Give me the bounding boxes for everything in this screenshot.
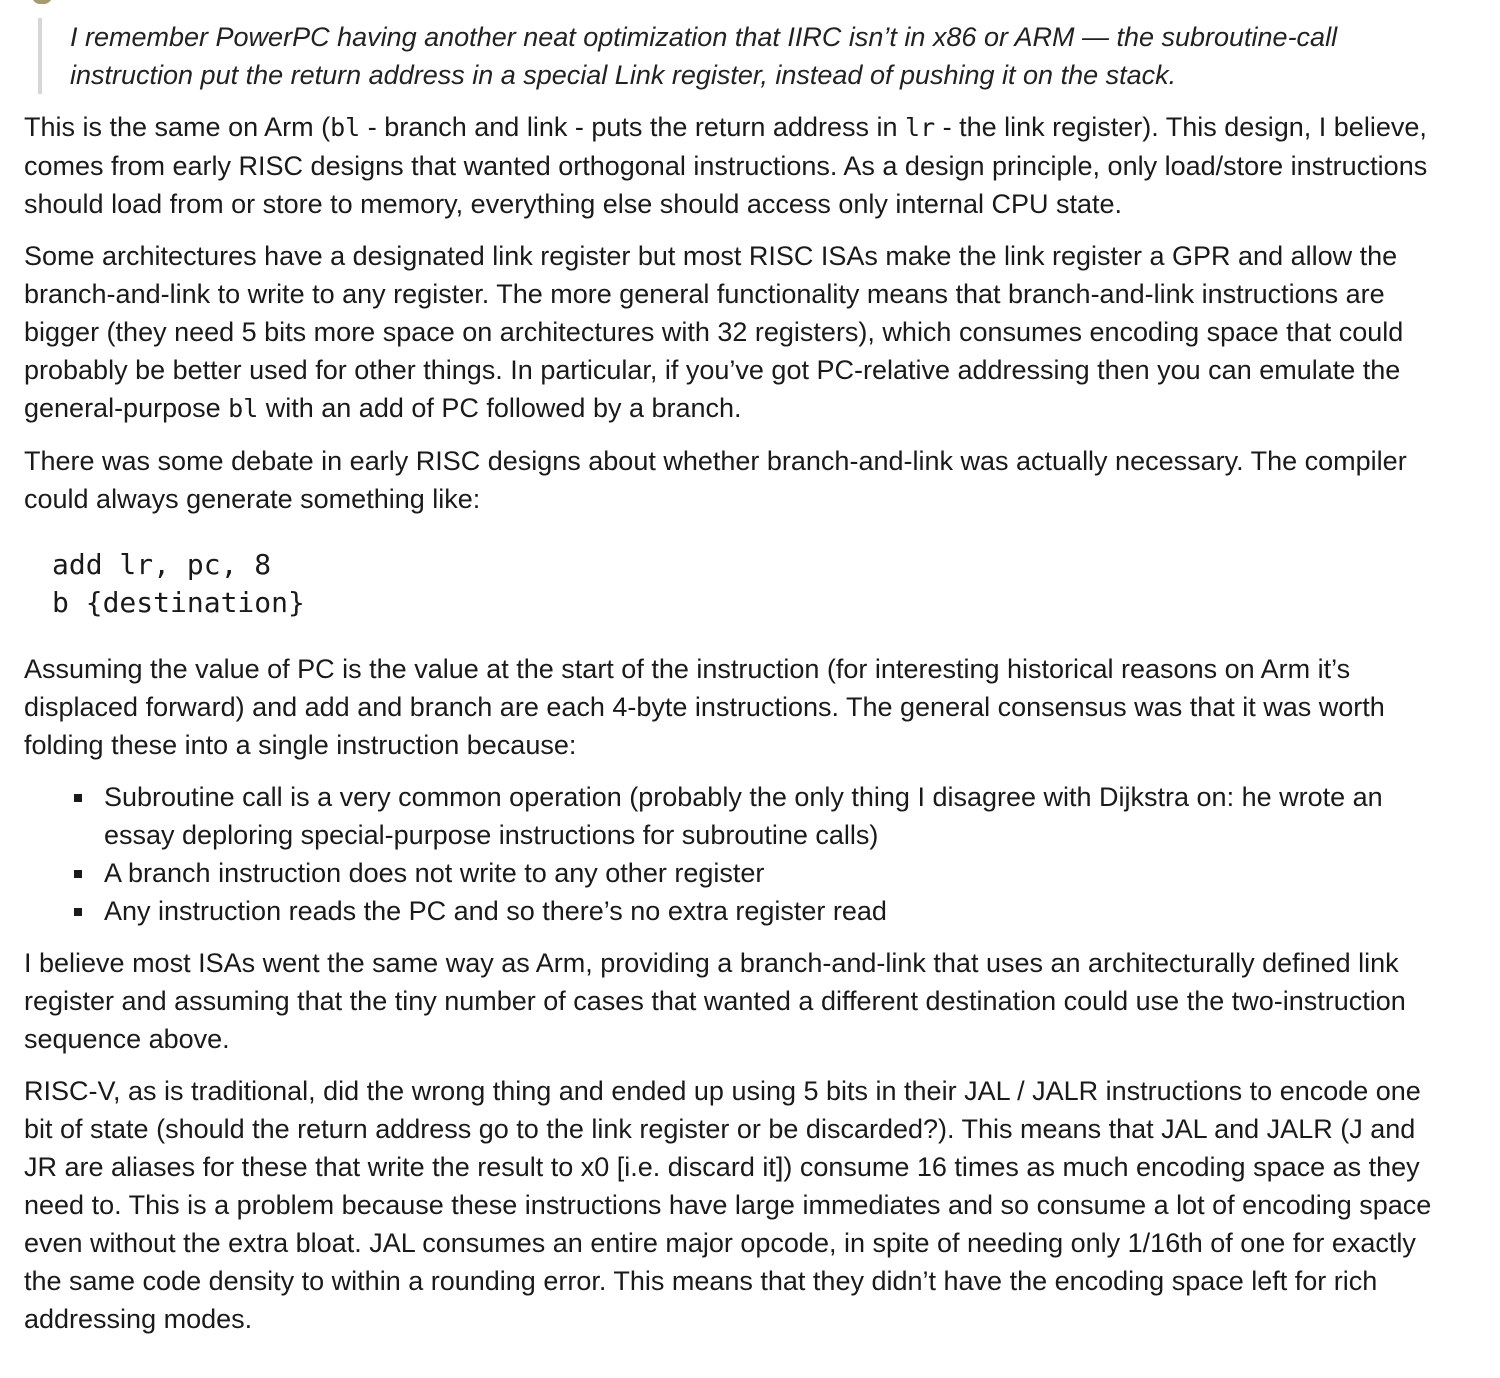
post-body: [24, 0, 1434, 1338]
bullet-square-icon: [74, 908, 82, 916]
paragraph-2: [24, 237, 1434, 428]
list-item: [104, 854, 1434, 892]
paragraph-4: Assuming the value of PC is the value at the start of the instruction (for interesting historical reasons on Arm it’s displaced forward) and add and branch are each 4-byte instructions. The general consensus was that it was worth folding these into a single instruction because:: [24, 654, 1385, 760]
list-item-text: Any instruction reads the PC and so there’s no extra register read: [104, 896, 887, 926]
reasons-list: [24, 778, 1434, 930]
paragraph-1-text-c: - the link register). This design, I believe, comes from early RISC designs that wanted orthogonal instructions. As a design principle, only load/store instructions should load from or store to memory, everything else should access only internal CPU state.: [24, 112, 1428, 219]
list-item: [104, 892, 1434, 930]
paragraph-2-text-b: with an add of PC followed by a branch.: [258, 393, 742, 423]
code-line-2: b {destination}: [52, 586, 305, 619]
quote-block: [38, 18, 1434, 94]
code-line-1: add lr, pc, 8: [52, 548, 272, 581]
list-item: [104, 778, 1434, 854]
inline-code-lr: lr: [905, 113, 936, 142]
bullet-square-icon: [74, 870, 82, 878]
paragraph-1: [24, 108, 1434, 223]
paragraph-5: I believe most ISAs went the same way as Arm, providing a branch-and-link that uses an architecturally defined link register and assuming that the tiny number of cases that wanted a different destination could use the two-instruction sequence above.: [24, 948, 1406, 1054]
paragraph-1-text-a: This is the same on Arm (: [24, 112, 331, 142]
paragraph-2-text-a: Some architectures have a designated link register but most RISC ISAs make the link register a GPR and allow the branch-and-link to write to any register. The more general functionality means that branch-and-link instructions are bigger (they need 5 bits more space on architectures with 32 registers), which consumes encoding space that could probably be better used for other things. In particular, if you’ve got PC-relative addressing then you can emulate the general-purpose: [24, 241, 1404, 423]
inline-code-bl: bl: [330, 113, 361, 142]
paragraph-6: RISC-V, as is traditional, did the wrong thing and ended up using 5 bits in their JAL / JALR instructions to encode one bit of state (should the return address go to the link register or be discarded?). This means that JAL and JALR (J and JR are aliases for these that write the result to x0 [i.e. discard it]) consume 16 times as much encoding space as they need to. This is a problem because these instructions have large immediates and so consume a lot of encoding space even without the extra bloat. JAL consumes an entire major opcode, in spite of needing only 1/16th of one for exactly the same code density to within a rounding error. This means that they didn’t have the encoding space left for rich addressing modes.: [24, 1076, 1432, 1334]
paragraph-3: There was some debate in early RISC designs about whether branch-and-link was actually necessary. The compiler could always generate something like:: [24, 446, 1407, 514]
list-item-text: A branch instruction does not write to any other register: [104, 858, 765, 888]
list-item-text: Subroutine call is a very common operation (probably the only thing I disagree with Dijkstra on: he wrote an essay deploring special-purpose instructions for subroutine calls): [104, 782, 1383, 850]
bullet-square-icon: [74, 794, 82, 802]
inline-code-bl: bl: [228, 394, 259, 423]
quote-text: I remember PowerPC having another neat optimization that IIRC isn’t in x86 or ARM — the subroutine-call instruction put the return address in a special Link register, instead of pushing it on the stack.: [70, 22, 1338, 90]
code-block: [24, 546, 1434, 622]
paragraph-1-text-b: - branch and link - puts the return address in: [360, 112, 906, 142]
